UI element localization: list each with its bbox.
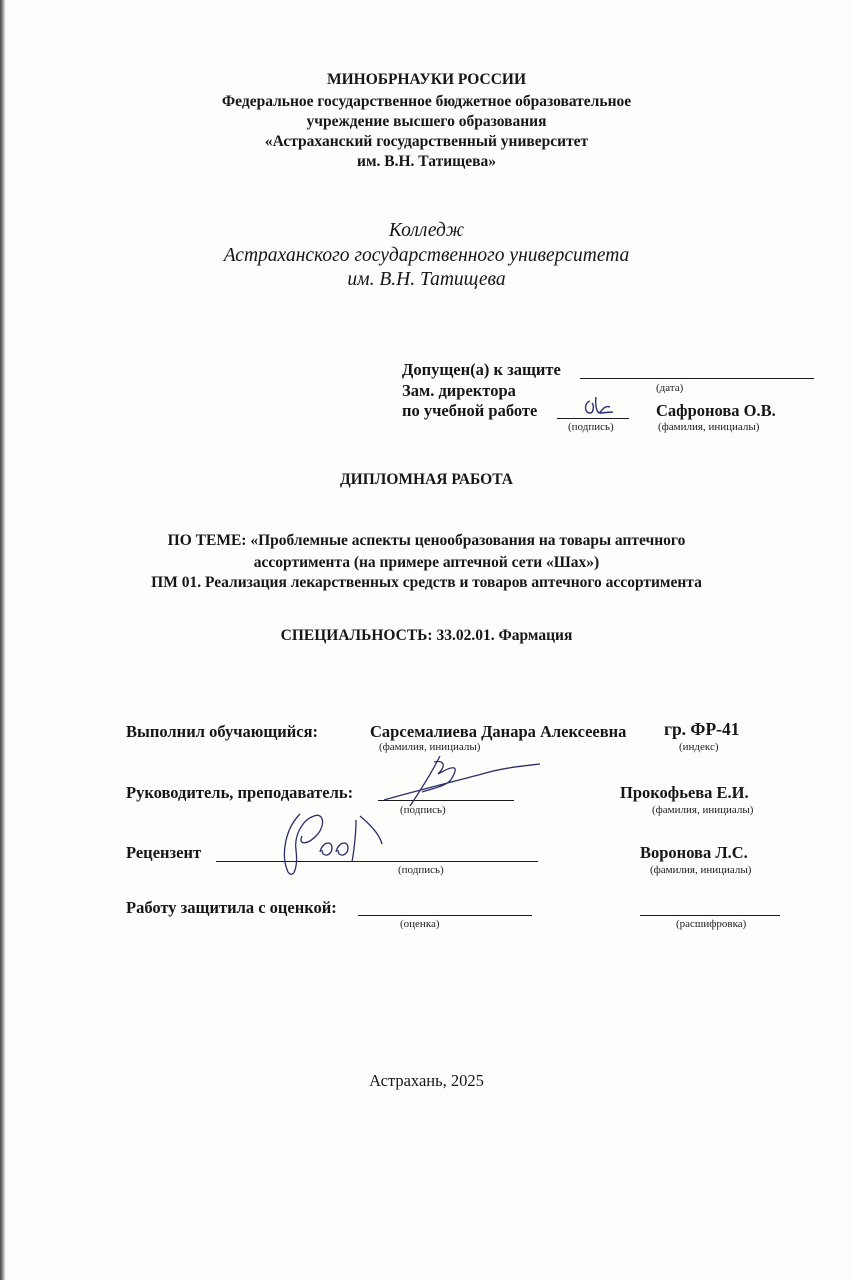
reviewer-name: Воронова Л.С. [640, 843, 748, 862]
deputy-signature-icon [580, 393, 616, 419]
deputy-name: Сафронова О.В. [656, 401, 776, 420]
supervisor-label: Руководитель, преподаватель: [126, 783, 354, 802]
institution-line-2: Федеральное государственное бюджетное образовательное [221, 93, 632, 110]
defense-decoding-line [640, 915, 780, 916]
student-label: Выполнил обучающийся: [126, 722, 319, 741]
student-group-caption: (индекс) [679, 741, 719, 753]
defense-label: Работу защитила с оценкой: [126, 898, 337, 917]
deputy-signature-caption: (подпись) [568, 421, 614, 433]
reviewer-signature-caption: (подпись) [398, 864, 444, 876]
supervisor-name: Прокофьева Е.И. [620, 783, 749, 802]
institution-line-4: «Астраханский государственный университет [264, 133, 589, 150]
supervisor-name-caption: (фамилия, инициалы) [652, 804, 754, 816]
admission-date-caption: (дата) [656, 382, 684, 394]
college-line-2: Астраханского государственного университета [223, 245, 630, 266]
deputy-title-line-1: Зам. директора [402, 381, 516, 400]
topic-line-1: ПО ТЕМЕ: «Проблемные аспекты ценообразования на товары аптечного [167, 532, 686, 549]
reviewer-label: Рецензент [126, 843, 202, 862]
defense-grade-line [358, 915, 532, 916]
defense-grade-caption: (оценка) [400, 918, 440, 930]
college-line-3: им. В.Н. Татищева [347, 269, 506, 290]
admission-date-line [580, 378, 814, 379]
document-type-title: ДИПЛОМНАЯ РАБОТА [340, 471, 513, 488]
institution-line-5: им. В.Н. Татищева» [357, 153, 496, 170]
college-line-1: Колледж [388, 220, 465, 241]
reviewer-signature-icon [276, 806, 386, 882]
deputy-title-line-2: по учебной работе [402, 401, 538, 420]
supervisor-signature-icon [382, 752, 542, 812]
defense-decoding-caption: (расшифровка) [676, 918, 747, 930]
city-year: Астрахань, 2025 [369, 1071, 484, 1090]
institution-line-3: учреждение высшего образования [306, 113, 547, 130]
student-group: гр. ФР-41 [664, 719, 740, 739]
student-name: Сарсемалиева Данара Алексеевна [370, 722, 627, 741]
professional-module: ПМ 01. Реализация лекарственных средств и товаров аптечного ассортимента [151, 574, 702, 591]
student-name-caption: (фамилия, инициалы) [379, 741, 481, 753]
specialty: СПЕЦИАЛЬНОСТЬ: 33.02.01. Фармация [280, 627, 573, 644]
deputy-name-caption: (фамилия, инициалы) [658, 421, 760, 433]
ministry-title: МИНОБРНАУКИ РОССИИ [326, 71, 527, 88]
reviewer-name-caption: (фамилия, инициалы) [650, 864, 752, 876]
admission-label: Допущен(а) к защите [402, 360, 561, 379]
topic-line-2: ассортимента (на примере аптечной сети «Шах») [253, 554, 600, 571]
supervisor-signature-caption: (подпись) [400, 804, 446, 816]
